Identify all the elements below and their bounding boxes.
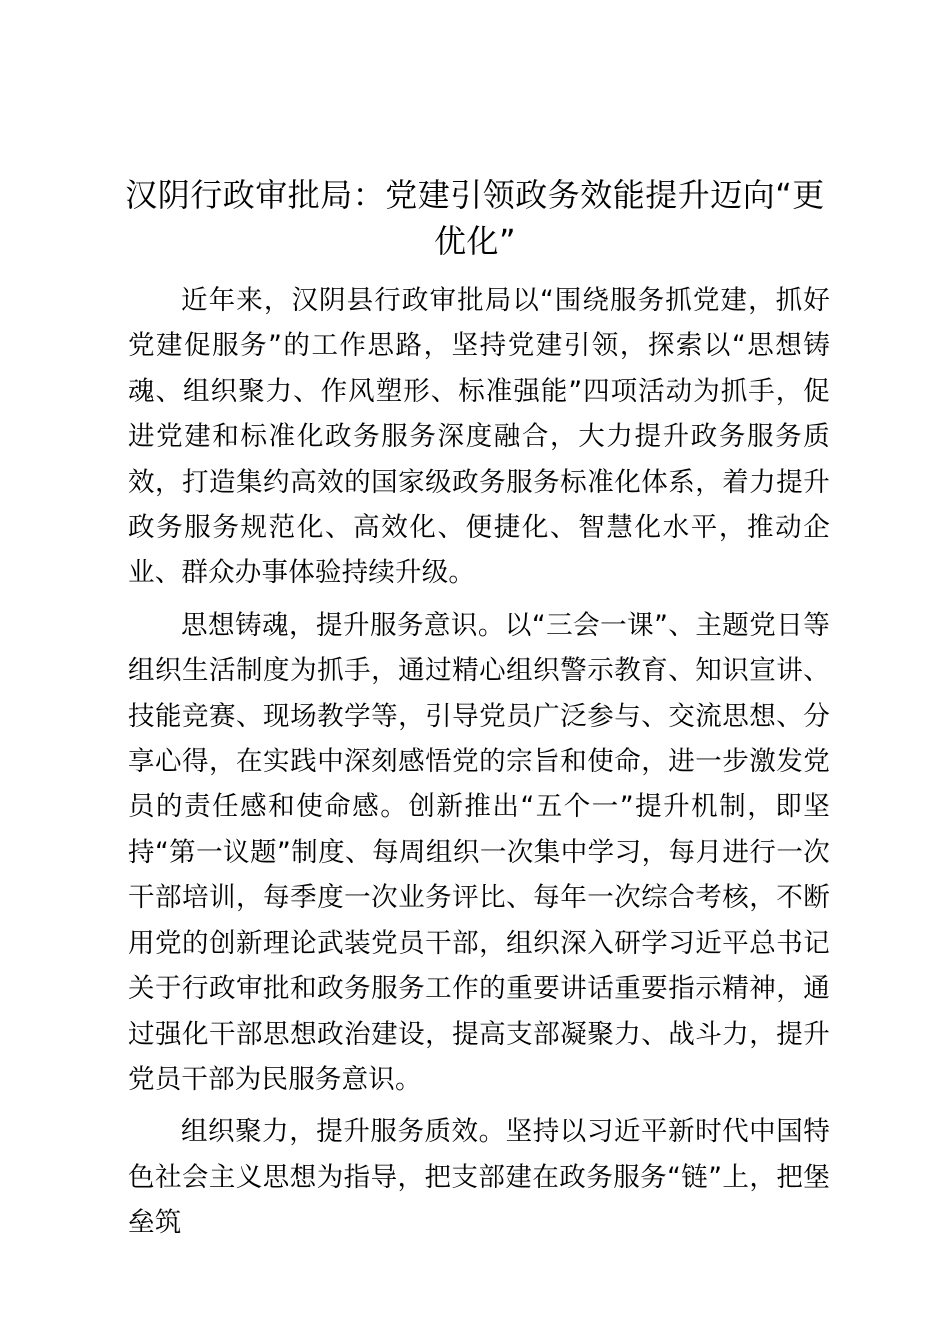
paragraph-organization: 组织聚力，提升服务质效。坚持以习近平新时代中国特色社会主义思想为指导，把支部建在政务服务“链”上，把堡垒筑 [128,1116,830,1239]
document-body [128,278,830,1253]
paragraph-intro: 近年来，汉阴县行政审批局以“围绕服务抓党建，抓好党建促服务”的工作思路，坚持党建引领，探索以“思想铸魂、组织聚力、作风塑形、标准强能”四项活动为抓手，促进党建和标准化政务服务深度融合，大力提升政务服务质效，打造集约高效的国家级政务服务标准化体系，着力提升政务服务规范化、高效化、便捷化、智慧化水平，推动企业、群众办事体验持续升级。 [128,285,830,589]
document-title: 汉阴行政审批局：党建引领政务效能提升迈向“更优化” [125,176,825,260]
paragraph-thought-casting: 思想铸魂，提升服务意识。以“三会一课”、主题党日等组织生活制度为抓手，通过精心组织警示教育、知识宣讲、技能竞赛、现场教学等，引导党员广泛参与、交流思想、分享心得，在实践中深刻感悟党的宗旨和使命，进一步激发党员的责任感和使命感。创新推出“五个一”提升机制，即坚持“第一议题”制度、每周组织一次集中学习，每月进行一次干部培训，每季度一次业务评比、每年一次综合考核，不断用党的创新理论武装党员干部，组织深入研学习近平总书记关于行政审批和政务服务工作的重要讲话重要指示精神，通过强化干部思想政治建设，提高支部凝聚力、战斗力，提升党员干部为民服务意识。 [128,609,830,1095]
